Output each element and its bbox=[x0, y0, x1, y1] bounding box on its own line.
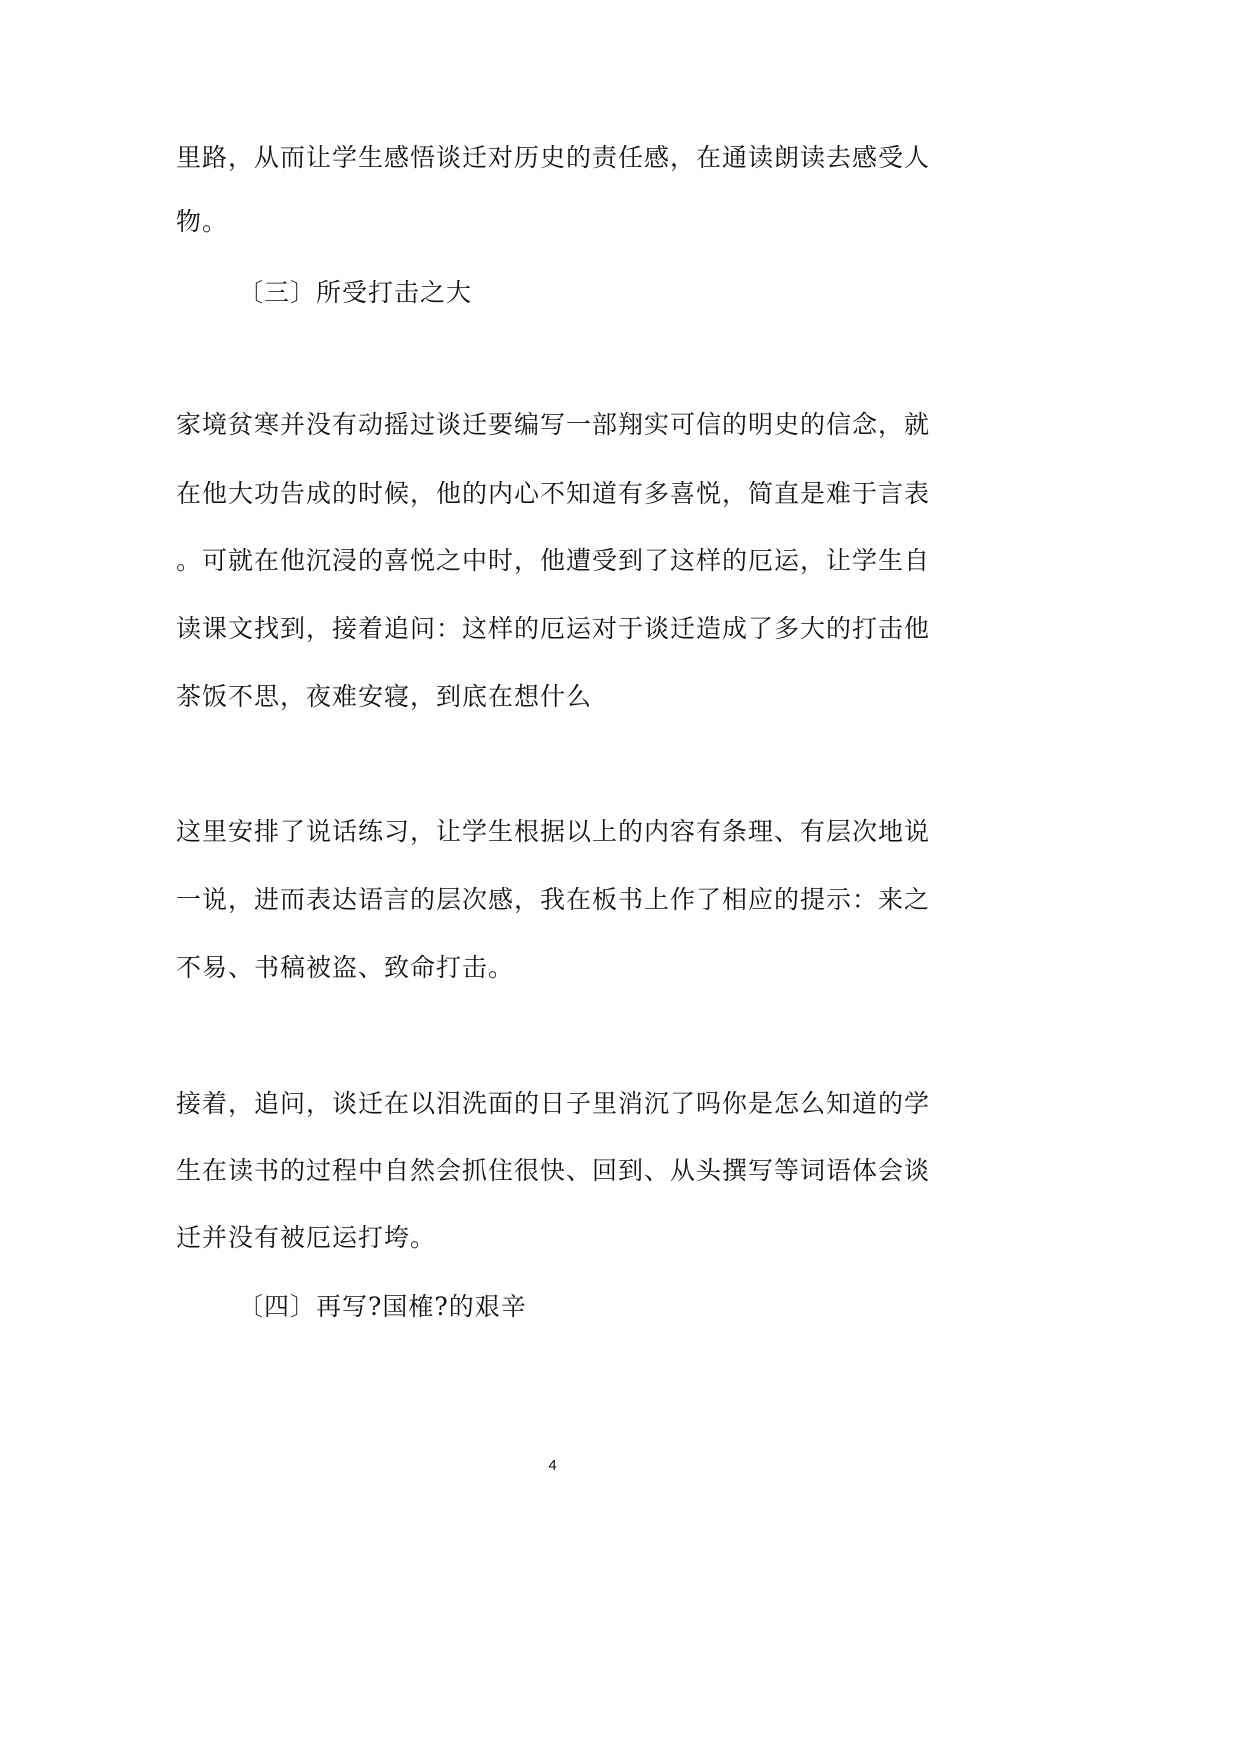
page-number: 4 bbox=[548, 1457, 557, 1474]
paragraph-line: 迁并没有被厄运打垮。 bbox=[176, 1223, 437, 1252]
paragraph-line: 接着，追问，谈迁在以泪洗面的日子里消沉了吗你是怎么知道的学 bbox=[176, 1089, 931, 1118]
paragraph-line: 物。 bbox=[176, 207, 229, 236]
paragraph-line: 不易、书稿被盗、致命打击。 bbox=[176, 953, 515, 982]
paragraph-line: 。可就在他沉浸的喜悦之中时，他遭受到了这样的厄运，让学生自 bbox=[176, 546, 931, 575]
paragraph-line: 这里安排了说话练习，让学生根据以上的内容有条理、有层次地说 bbox=[176, 817, 931, 846]
paragraph-line: 一说，进而表达语言的层次感，我在板书上作了相应的提示：来之 bbox=[176, 885, 931, 914]
paragraph-line: 读课文找到，接着追问：这样的厄运对于谈迁造成了多大的打击他 bbox=[176, 614, 931, 643]
section-heading-4: 〔四〕再写?国榷?的艰辛 bbox=[238, 1292, 527, 1321]
paragraph-line: 家境贫寒并没有动摇过谈迁要编写一部翔实可信的明史的信念，就 bbox=[176, 410, 931, 439]
section-heading-3: 〔三〕所受打击之大 bbox=[238, 278, 473, 307]
paragraph-line: 茶饭不思，夜难安寝，到底在想什么 bbox=[176, 682, 593, 711]
paragraph-line: 生在读书的过程中自然会抓住很快、回到、从头撰写等词语体会谈 bbox=[176, 1156, 931, 1185]
paragraph-line: 里路，从而让学生感悟谈迁对历史的责任感，在通读朗读去感受人 bbox=[176, 143, 931, 172]
paragraph-line: 在他大功告成的时候，他的内心不知道有多喜悦，简直是难于言表 bbox=[176, 479, 931, 508]
